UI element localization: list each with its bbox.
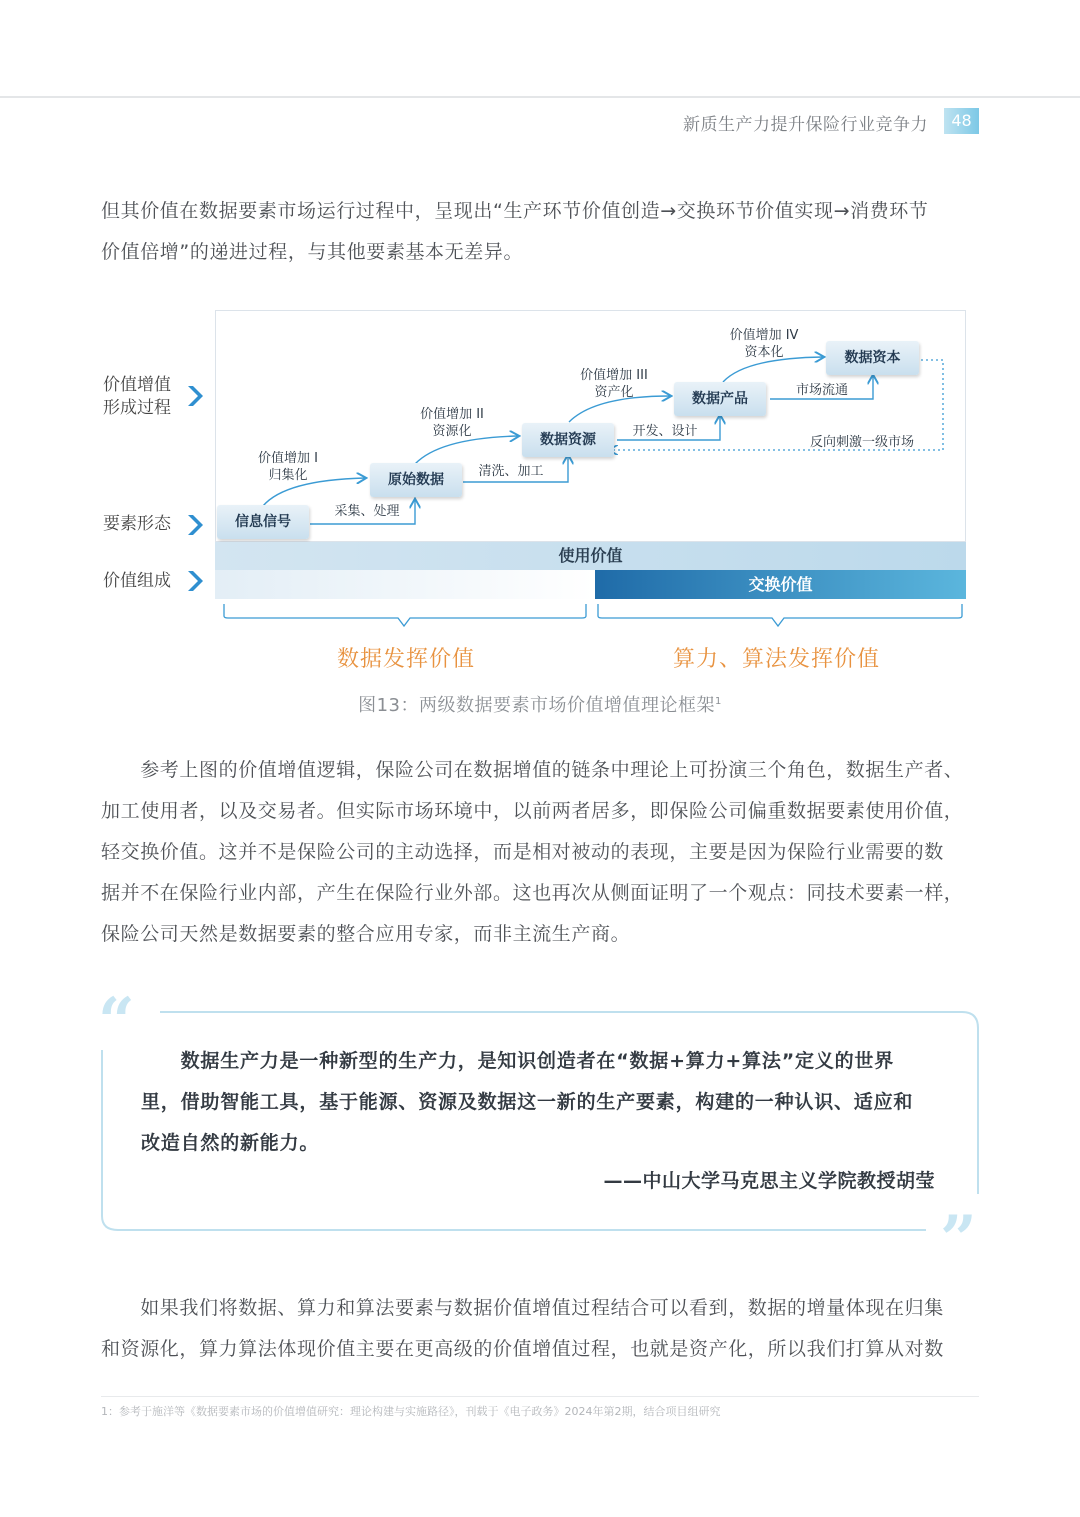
figure-caption <box>0 691 1080 717</box>
running-title: 新质生产力提升保险行业竞争力 <box>683 115 928 135</box>
stage-label-3 <box>572 367 656 401</box>
box-data-resource: 数据资源 <box>522 423 614 457</box>
close-quote-icon: ” <box>940 1202 977 1277</box>
group-label-compute: 算力、算法发挥价值 <box>673 647 881 672</box>
stage-label-4 <box>722 327 806 361</box>
side-label-form: 要素形态 <box>103 514 171 534</box>
chevron-right-icon <box>185 385 205 407</box>
group-label-data: 数据发挥价值 <box>337 647 476 672</box>
quote-line: 数据生产力是一种新型的生产力，是知识创造者在“数据+算力+算法”定义的世界 <box>141 1050 895 1072</box>
chevron-right-icon <box>185 514 205 536</box>
text-line: 和资源化，算力算法体现价值主要在更高级的价值增值过程，也就是资产化，所以我们打算从对数 <box>101 1338 944 1360</box>
box-raw-data: 原始数据 <box>370 463 462 497</box>
text-line: 参考上图的价值增值逻辑，保险公司在数据增值的链条中理论上可扮演三个角色，数据生产者、 <box>101 759 964 781</box>
text-line: 轻交换价值。这并不是保险公司的主动选择，而是相对被动的表现，主要是因为保险行业需要的数 <box>101 841 944 863</box>
stage-label-line: 价值增加 IV <box>729 328 799 343</box>
step-label-market: 市场流通 <box>795 383 848 398</box>
open-quote-icon: “ <box>98 984 135 1059</box>
use-value-fade <box>215 570 595 599</box>
side-label-line: 价值增值 <box>103 375 171 395</box>
caption-footnote-ref: 1 <box>715 696 722 707</box>
stage-label-line: 资产化 <box>594 385 634 400</box>
paragraph-roles <box>101 750 979 955</box>
quote-line: 里，借助智能工具，基于能源、资源及数据这一新的生产要素，构建的一种认识、适应和 <box>141 1091 914 1113</box>
step-label-develop: 开发、设计 <box>632 424 698 439</box>
stage-label-line: 归集化 <box>268 468 308 483</box>
text-line: 据并不在保险行业内部，产生在保险行业外部。这也再次从侧面证明了一个观点：同技术要素一样， <box>101 882 964 904</box>
text-line: 但其价值在数据要素市场运行过程中，呈现出“生产环节价值创造→交换环节价值实现→消费环节 <box>101 200 929 222</box>
quote-text <box>141 1041 937 1164</box>
step-label-collect: 采集、处理 <box>334 504 400 519</box>
side-label-process <box>103 374 171 420</box>
quote-author: ——中山大学马克思主义学院教授胡莹 <box>603 1170 935 1192</box>
header-rule <box>0 96 1080 98</box>
stage-label-line: 资本化 <box>744 345 784 360</box>
stage-label-line: 价值增加 II <box>420 407 484 422</box>
stage-label-1 <box>248 450 328 484</box>
use-value-bar: 使用价值 <box>215 542 966 570</box>
text-line: 保险公司天然是数据要素的整合应用专家，而非主流生产商。 <box>101 923 631 945</box>
step-label-clean: 清洗、加工 <box>478 464 544 479</box>
page-number: 48 <box>944 108 979 134</box>
text-line: 价值倍增”的递进过程，与其他要素基本无差异。 <box>101 241 524 263</box>
chevron-right-icon <box>185 570 205 592</box>
paragraph-intro <box>101 191 979 273</box>
group-braces <box>220 602 966 632</box>
stage-label-line: 价值增加 I <box>258 451 318 466</box>
step-label-feedback: 反向刺激一级市场 <box>809 435 914 450</box>
box-data-product: 数据产品 <box>674 382 766 416</box>
caption-text: 图13：两级数据要素市场价值增值理论框架 <box>358 695 716 716</box>
footnote: 1：参考于施洋等《数据要素市场的价值增值研究：理论构建与实施路径》，刊载于《电子政务》2024年第2期，结合项目组研究 <box>101 1405 721 1418</box>
side-label-line: 形成过程 <box>103 398 171 418</box>
stage-label-2 <box>410 406 494 440</box>
text-line: 加工使用者，以及交易者。但实际市场环境中，以前两者居多，即保险公司偏重数据要素使用价值， <box>101 800 964 822</box>
paragraph-conclusion <box>101 1288 979 1370</box>
stage-label-line: 资源化 <box>432 424 472 439</box>
box-data-capital: 数据资本 <box>826 341 919 375</box>
stage-label-line: 价值增加 III <box>580 368 648 383</box>
exchange-value-bar: 交换价值 <box>595 570 966 599</box>
side-label-composition: 价值组成 <box>103 571 171 591</box>
footnote-rule <box>101 1396 979 1397</box>
text-line: 如果我们将数据、算力和算法要素与数据价值增值过程结合可以看到，数据的增量体现在归集 <box>101 1297 944 1319</box>
box-info-signal: 信息信号 <box>217 505 309 539</box>
quote-line: 改造自然的新能力。 <box>141 1132 320 1154</box>
